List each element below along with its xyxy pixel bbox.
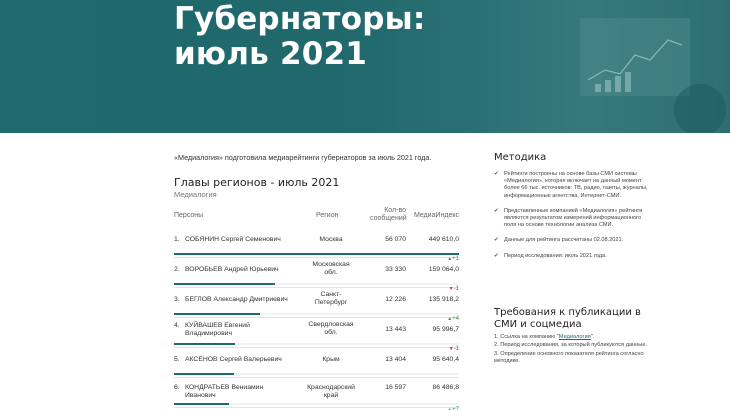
- row-index: 95 640,4: [432, 356, 459, 363]
- row-index: 86 486,8: [432, 384, 459, 391]
- arrow-up-icon: ▲: [447, 407, 453, 410]
- header-count[interactable]: [370, 207, 406, 223]
- table-row[interactable]: [174, 228, 459, 258]
- row-region-line1: Санкт-: [320, 291, 342, 298]
- row-index: 449 610,0: [428, 236, 459, 243]
- row-rank: 2.: [174, 266, 180, 273]
- row-count: 13 443: [385, 326, 406, 333]
- table-row[interactable]: [174, 378, 459, 408]
- row-bar: [174, 373, 234, 375]
- row-bar-track: [174, 343, 459, 345]
- table-subtitle: Медиалогия: [174, 190, 217, 199]
- row-name-line2: Иванович: [185, 392, 216, 399]
- row-delta: [449, 286, 459, 292]
- requirements-list: [494, 334, 654, 367]
- row-region: [298, 291, 364, 307]
- row-rank: 3.: [174, 296, 180, 303]
- row-index: 135 918,2: [428, 296, 459, 303]
- arrow-up-icon: ▲: [447, 316, 453, 322]
- methodology-item: ✔ Представленные компанией «Медиалогия» рейтинги являются результатом измерений информационного поля на основе технологии анализа СМИ.: [494, 208, 654, 230]
- row-region-line2: обл.: [324, 269, 338, 276]
- row-rank: 4.: [174, 322, 180, 329]
- row-region-line1: Краснодарский: [307, 384, 355, 391]
- page-title: [174, 2, 425, 72]
- hero-decoration-image: [430, 0, 730, 133]
- row-count: 16 597: [385, 384, 406, 391]
- arrow-down-icon: ▼: [448, 286, 454, 292]
- header-region[interactable]: Регион: [316, 212, 339, 219]
- row-delta-value: +7: [452, 407, 459, 410]
- row-region: [298, 261, 364, 277]
- requirement-item-suffix: ".: [590, 334, 595, 340]
- table-row[interactable]: [174, 258, 459, 288]
- header-index[interactable]: МедиаИндекс: [413, 212, 459, 219]
- row-delta-value: +4: [452, 316, 459, 322]
- requirements-title: Требования к публикации в СМИ и соцмедиа: [494, 307, 641, 330]
- row-name: БЕГЛОВ Александр Дмитриевич: [185, 296, 288, 303]
- row-name: [185, 384, 305, 400]
- row-name: ВОРОБЬЕВ Андрей Юрьевич: [185, 266, 279, 273]
- hero-banner: [0, 0, 730, 133]
- row-bar-track: [174, 403, 459, 405]
- intro-text: «Медиалогия» подготовила медиарейтинги губернаторов за июль 2021 года.: [174, 153, 432, 162]
- row-bar: [174, 403, 229, 405]
- row-name-line1: КОНДРАТЬЕВ Вениамин: [185, 384, 264, 391]
- row-region-line1: Московская: [312, 261, 350, 268]
- medialogia-link[interactable]: Медиалогия: [558, 334, 591, 340]
- row-index: 95 996,7: [432, 326, 459, 333]
- header-count-line2: сообщений: [370, 215, 407, 222]
- page-title-line1: Губернаторы:: [174, 1, 426, 37]
- row-region: [298, 321, 364, 337]
- row-name: АКСЕНОВ Сергей Валерьевич: [185, 356, 282, 363]
- table-row[interactable]: [174, 318, 459, 348]
- row-name: СОБЯНИН Сергей Семенович: [185, 236, 281, 243]
- row-rank: 1.: [174, 236, 180, 243]
- row-bar: [174, 343, 235, 345]
- row-name-line1: КУЙВАШЕВ Евгений: [185, 322, 250, 329]
- table-title: Главы регионов - июль 2021: [174, 176, 340, 189]
- methodology-item: ✔ Данные для рейтинга рассчитаны 02.08.2021.: [494, 237, 654, 244]
- row-region-line2: обл.: [324, 329, 338, 336]
- row-index: 159 064,0: [428, 266, 459, 273]
- row-delta-value: -1: [453, 346, 459, 352]
- arrow-up-icon: ▲: [447, 256, 453, 262]
- row-region-line2: край: [323, 392, 339, 399]
- table-row[interactable]: [174, 348, 459, 378]
- methodology-item: ✔ Рейтинги построены на основе базы СМИ системы «Медиалогия», которая включает на данный момент более 66 тыс. источников: ТВ, радио, газеты, журналы, информационные агентства, Интернет-СМИ.: [494, 171, 654, 200]
- row-count: 56 070: [385, 236, 406, 243]
- header-count-line1: Кол-во: [384, 207, 406, 214]
- row-bar-track: [174, 283, 459, 285]
- row-delta-value: -1: [453, 286, 459, 292]
- row-delta: [447, 316, 459, 322]
- row-bar: [174, 253, 459, 255]
- arrow-down-icon: ▼: [448, 346, 454, 352]
- row-bar-track: [174, 373, 459, 375]
- row-bar-track: [174, 313, 459, 315]
- row-region: [298, 384, 364, 400]
- row-bar: [174, 283, 275, 285]
- row-count: 13 404: [385, 356, 406, 363]
- methodology-item: ✔ Период исследования: июль 2021 года.: [494, 253, 654, 260]
- table-row[interactable]: [174, 288, 459, 318]
- row-bar: [174, 313, 260, 315]
- row-bar-track: [174, 253, 459, 255]
- row-region: Крым: [322, 356, 340, 363]
- page-title-line2: июль 2021: [174, 36, 368, 72]
- methodology-title: Методика: [494, 152, 547, 163]
- table-header: [174, 204, 459, 228]
- ranking-table: [174, 228, 459, 410]
- row-count: 33 330: [385, 266, 406, 273]
- row-rank: 5.: [174, 356, 180, 363]
- row-delta: [449, 346, 459, 352]
- row-name-line2: Владимирович: [185, 330, 233, 337]
- requirement-item: 2. Период исследования, за который публикуются данные.: [494, 342, 647, 349]
- row-delta: [447, 256, 459, 262]
- row-rank: 6.: [174, 384, 180, 391]
- requirement-item-prefix: 1. Ссылка на компанию ": [494, 334, 559, 340]
- header-person[interactable]: Персоны: [174, 212, 204, 219]
- row-region-line2: Петербург: [314, 299, 348, 306]
- row-region: Москва: [319, 236, 343, 243]
- row-delta-value: +1: [452, 256, 459, 262]
- requirement-item: [494, 334, 654, 341]
- row-count: 12 226: [385, 296, 406, 303]
- row-region-line1: Свердловская: [308, 321, 354, 328]
- row-name: [185, 322, 305, 338]
- requirement-item: 3. Определение основного показателя рейтинга согласно методике.: [494, 350, 644, 365]
- methodology-list: [494, 171, 654, 268]
